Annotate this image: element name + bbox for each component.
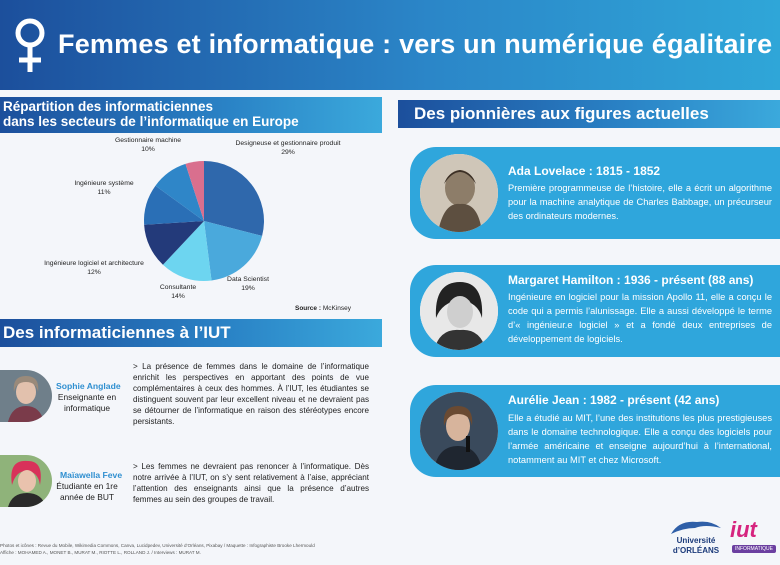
pioneer-card-jean [410,385,780,477]
pie-chart [0,134,390,316]
quote-anglade: > La présence de femmes dans le domaine de l’informatique enrichit les perspectives en apportant des points de vue complémentaires à ceux des hommes. À l’IUT, les étudiantes se distinguent souvent par leur excellent niveau et ne devraient pas se détourner de l’informatique en raison des stéréotypes encore persistants. [133,362,369,426]
person-role [52,392,122,414]
section-title-iut: Des informaticiennes à l’IUT [3,323,231,342]
slice-label: Data Scientist [227,276,269,283]
venus-icon [12,16,48,76]
slice-label: Designeuse et gestionnaire produit [235,140,341,147]
slice-label: Consultante [159,284,197,291]
source-value: McKinsey [322,305,352,312]
slice-percent: 29% [281,149,295,156]
person-role-line2: année de BUT [59,492,114,502]
slice-label: Gestionnaire machine [114,137,182,144]
slice-percent: 14% [171,293,185,300]
logo-iut-sub: INFORMATIQUE [732,545,776,553]
pioneer-card-hamilton [410,265,780,357]
person-name: Sophie Anglade [56,381,121,391]
section-band-pionnieres [398,100,780,128]
person-role-line1: Enseignante en [57,392,117,402]
chart-source [295,305,351,312]
logo-universite-orleans [665,516,727,560]
logo-iut [728,517,780,561]
section-band-iut [0,319,382,347]
slice-percent: 10% [141,146,155,153]
pioneer-name: Ada Lovelace : 1815 - 1852 [508,164,661,178]
slice-label: Ingénieure système [74,180,134,187]
portrait-jean [420,392,498,470]
section-title-repartition [3,99,299,129]
pioneer-card-ada [410,147,780,239]
pioneer-desc: Première programmeuse de l’histoire, elle a écrit un algorithme pour la machine analytique de Charles Babbage, un précurseur des ordinateurs modernes. [508,183,772,221]
photo-anglade [0,370,52,422]
pioneer-desc: Ingénieure en logiciel pour la mission Apollo 11, elle a conçu le code qui a permis l’alunissage. Elle a aussi développé le terme d’« ingénieur.e logiciel » et a fondé deux entreprises de développement de logiciels. [508,292,772,344]
logo-uo-mark [665,516,727,536]
pioneer-name: Aurélie Jean : 1982 - présent (42 ans) [508,393,720,407]
portrait-hamilton [420,272,498,350]
page-title: Femmes et informatique : vers un numérique égalitaire [58,29,773,59]
slice-percent: 19% [241,285,255,292]
pioneer-desc: Elle a étudié au MIT, l’une des institutions les plus prestigieuses dans le domaine technologique. Elle a conçu des logiciels pour l’armée américaine et enseigne aujourd’hui à l’international, notamment au MIT et chez Microsoft. [508,413,772,465]
photo-feve [0,455,52,507]
credits-line1: Photos et icônes : Revue du Mobile, Wikimedia Commons, Canva, Lucidpedev, Université d’Orléans, Pixabay / Maquette : Infographiste Brooke Lhermould [0,543,315,548]
pioneer-name: Margaret Hamilton : 1936 - présent (88 ans) [508,273,754,287]
slice-label: Ingénieure logiciel et architecture [44,260,144,267]
section-title-pionnieres: Des pionnières aux figures actuelles [414,104,709,123]
slice-percent: 11% [97,189,111,196]
section-title-line2: dans les secteurs de l’informatique en Europe [3,114,299,129]
section-title-line1: Répartition des informaticiennes [3,99,214,114]
slice-percent: 12% [87,269,101,276]
person-role [52,481,122,503]
header-banner [0,0,780,90]
portrait-ada [420,154,498,232]
logo-uo-line2: d’ORLÉANS [672,546,720,555]
section-band-repartition [0,97,382,133]
logo-iut-text: iut [730,517,757,542]
quote-feve: > Les femmes ne devraient pas renoncer à l’informatique. Dès notre arrivée à l’IUT, on s’y sent relativement à l’aise, appréciant l’attention des enseignants ainsi que la présence d’autres femmes au sein des groupes de travail. [133,462,369,504]
person-role-line2: informatique [63,403,111,413]
person-role-line1: Étudiante en 1re [56,481,118,491]
credits [0,542,420,556]
logo-uo-line1: Université [676,536,716,545]
source-label: Source : [295,305,322,312]
person-name: Maïawella Feve [60,470,123,480]
credits-line2: Affiche : MOHAMED A., MONET B., MURAT M., RIOTTE L., ROLLAND J. / Interviews : MURAT M. [0,550,201,555]
